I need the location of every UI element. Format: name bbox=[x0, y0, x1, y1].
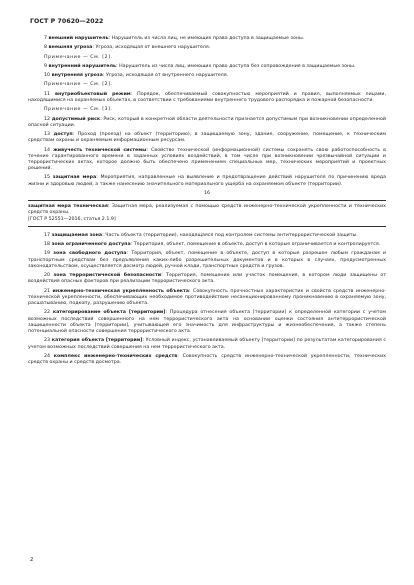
definition-item bbox=[28, 289, 386, 308]
definition-item bbox=[28, 175, 386, 187]
term-definition: : Защитная мера, реализуемая с помощью средств инженерно-технической укрепленности и технических средств охраны. bbox=[28, 204, 386, 216]
definition-item bbox=[28, 117, 386, 129]
term-number: 14 bbox=[44, 147, 51, 153]
term: доступ bbox=[53, 132, 73, 138]
term-definition: : Условный индекс, устанавливаемый объекту [территории] по результатам категорирования с учетом возможных последствий совершения на нем террористического акта. bbox=[28, 338, 386, 350]
term-number: 24 bbox=[44, 353, 51, 359]
term-number: 9 bbox=[44, 63, 48, 69]
note-text: — См. [2]. bbox=[81, 54, 113, 60]
definition-item bbox=[28, 251, 386, 270]
term: зона свободного доступа bbox=[53, 251, 127, 257]
term: защитная мера техническая bbox=[28, 204, 108, 210]
term: внешняя угроза bbox=[48, 45, 93, 51]
source-reference: [ГОСТ Р 52551—2016, статья 2.1.9] bbox=[28, 216, 116, 222]
term-number: 17 bbox=[44, 232, 51, 238]
term-number: 10 bbox=[44, 73, 51, 79]
page-header: ГОСТ Р 70620—2022 bbox=[30, 18, 104, 25]
note-text: — См. [2]. bbox=[81, 82, 113, 88]
term-number: 12 bbox=[44, 116, 51, 122]
term-definition: : Угроза, исходящая от внутреннего нарушителя. bbox=[102, 73, 229, 79]
term: зона террористической безопасности bbox=[53, 273, 162, 279]
term-definition: : Нарушитель из числа лиц, имеющих право доступа без сопровождения в защищаемые зоны. bbox=[116, 63, 356, 69]
definition-item bbox=[28, 242, 386, 248]
note bbox=[28, 55, 386, 61]
term: внутриобъектовый режим bbox=[54, 91, 131, 97]
term-definition: : Проход (проезд) на объект (территорию), в защищаемую зону, здание, сооружение, помещение, к техническим средствам охраны и охраняемым информационным ресурсам. bbox=[28, 132, 387, 144]
term-definition: : Территория, объект, помещение в объекте, доступ в которые разрешен любым гражданам и транспортным средствам без предъявления каких-либо разрешительных документов и в которых в случаях, предусмотренных законодательством, осуществляется досмотр людей, ручной клади, транспортных средств и грузов. bbox=[28, 251, 387, 269]
term-number: 8 bbox=[44, 45, 48, 51]
term: категория объекта [территории] bbox=[51, 338, 143, 344]
definition-item bbox=[28, 92, 386, 104]
term: комплекс инженерно-технических средств bbox=[53, 353, 178, 359]
note-label: Примечание bbox=[44, 82, 82, 88]
definition-item bbox=[28, 204, 386, 216]
term: защитная мера bbox=[52, 175, 97, 181]
term-definition: : Свойство технической (информационной) системы сохранять свою работоспособность в течение гарантированного времени в заданных условиях воздействий, в том числе при возникновении чрезвычайной ситуации и террористических актах, которое должно быть обеспечено применением специальных мер, технических мероприятий и проектных решений. bbox=[28, 147, 386, 172]
term-number-centered: 16 bbox=[203, 190, 211, 196]
definition-item bbox=[28, 36, 386, 42]
term-definition: : Процедура отнесения объекта [территории] к определенной категории с учетом возможных последствий совершенного на нем террористического акта на основании оценки состояния антитеррористической защищенности объекта [территории], учитывающей его значимость для инфраструктуры и жизнеобеспечения, а также степень потенциальной опасности совершения террористического акта. bbox=[28, 310, 386, 334]
term-definition: : Порядок, обеспечиваемый совокупностью мероприятий и правил, выполняемых лицами, находящимися на охраняемых объектах, в соответствии с требованиями внутреннего трудового распорядка и пожарной безопасности. bbox=[28, 91, 386, 103]
term: допустимый риск bbox=[51, 116, 101, 122]
definition-item bbox=[28, 148, 386, 173]
note bbox=[28, 82, 386, 88]
term-number: 18 bbox=[44, 242, 51, 248]
term-number: 21 bbox=[44, 288, 51, 294]
term: зона ограниченного доступа bbox=[51, 242, 131, 248]
term: внутренняя угроза bbox=[51, 73, 103, 79]
definition-item bbox=[28, 338, 386, 350]
term-number: 7 bbox=[44, 36, 48, 41]
term-number: 13 bbox=[44, 132, 51, 138]
term-definition: : Совокупность средств инженерно-технической укрепленности, технических средств охраны и средств досмотра. bbox=[28, 353, 386, 365]
note-text: — См. [3]. bbox=[81, 107, 113, 113]
term-number: 15 bbox=[44, 175, 51, 181]
term-definition: : Совокупность прочностных характеристик и свойств средств инженерно-технической укрепленности, обеспечивающих необходимое противодействие несанкционированному проникновению в охраняемую зону, расшатыванию, подкопу, разрушению объекта. bbox=[28, 288, 386, 307]
term-number: 20 bbox=[44, 273, 51, 279]
term: категорирование объекта [территории] bbox=[52, 310, 166, 316]
term-definition: : Территория, объект, помещение в объекте, доступ в которые ограничивается и контролируется. bbox=[130, 242, 381, 248]
term: живучесть технической системы bbox=[53, 147, 147, 153]
term-definition: : Нарушитель из числа лиц, не имеющих права доступа в защищаемые зоны. bbox=[108, 36, 305, 41]
term-number: 23 bbox=[44, 338, 51, 344]
term-number: 19 bbox=[44, 251, 51, 257]
term: инженерно-техническая укрепленность объекта bbox=[52, 288, 189, 294]
term-number: 11 bbox=[44, 91, 51, 97]
definition-item bbox=[28, 233, 386, 239]
definition-item bbox=[28, 64, 386, 70]
definition-item bbox=[28, 45, 386, 51]
term-definition: : Риск, который в конкретной области деятельности признается допустимым при возникновении определенной опасной ситуации. bbox=[28, 116, 386, 128]
term: внешний нарушитель bbox=[48, 36, 109, 41]
definition-item bbox=[28, 132, 386, 144]
note-label: Примечание bbox=[44, 54, 82, 60]
page-number: 2 bbox=[30, 557, 34, 563]
term-definition: : Угроза, исходящая от внешнего нарушителя. bbox=[92, 45, 211, 51]
term-definition: : Часть объекта (территории), находящаяся под контролем системы антитеррористической защиты. bbox=[102, 232, 358, 238]
definition-item bbox=[28, 273, 386, 285]
term: защищаемая зона bbox=[51, 232, 103, 238]
term-number: 22 bbox=[44, 310, 51, 316]
definition-item bbox=[28, 73, 386, 79]
document-body bbox=[28, 36, 386, 369]
definition-item bbox=[28, 354, 386, 366]
term-definition: : Мероприятия, направленные на выявление и предотвращение действий нарушителя по причинению вреда жизни и здоровью людей, а также нанесению значительного материального ущерба на охраняемом объекте (территории). bbox=[28, 175, 386, 187]
boxed-definition bbox=[28, 200, 386, 227]
term: внутренний нарушитель bbox=[48, 63, 116, 69]
definition-item bbox=[28, 310, 386, 335]
note bbox=[28, 107, 386, 113]
term-definition: : Территория, помещение или участок помещения, в котором люди защищены от воздействия опасных факторов при реализации террористического акта. bbox=[28, 273, 387, 285]
note-label: Примечание bbox=[44, 107, 82, 113]
